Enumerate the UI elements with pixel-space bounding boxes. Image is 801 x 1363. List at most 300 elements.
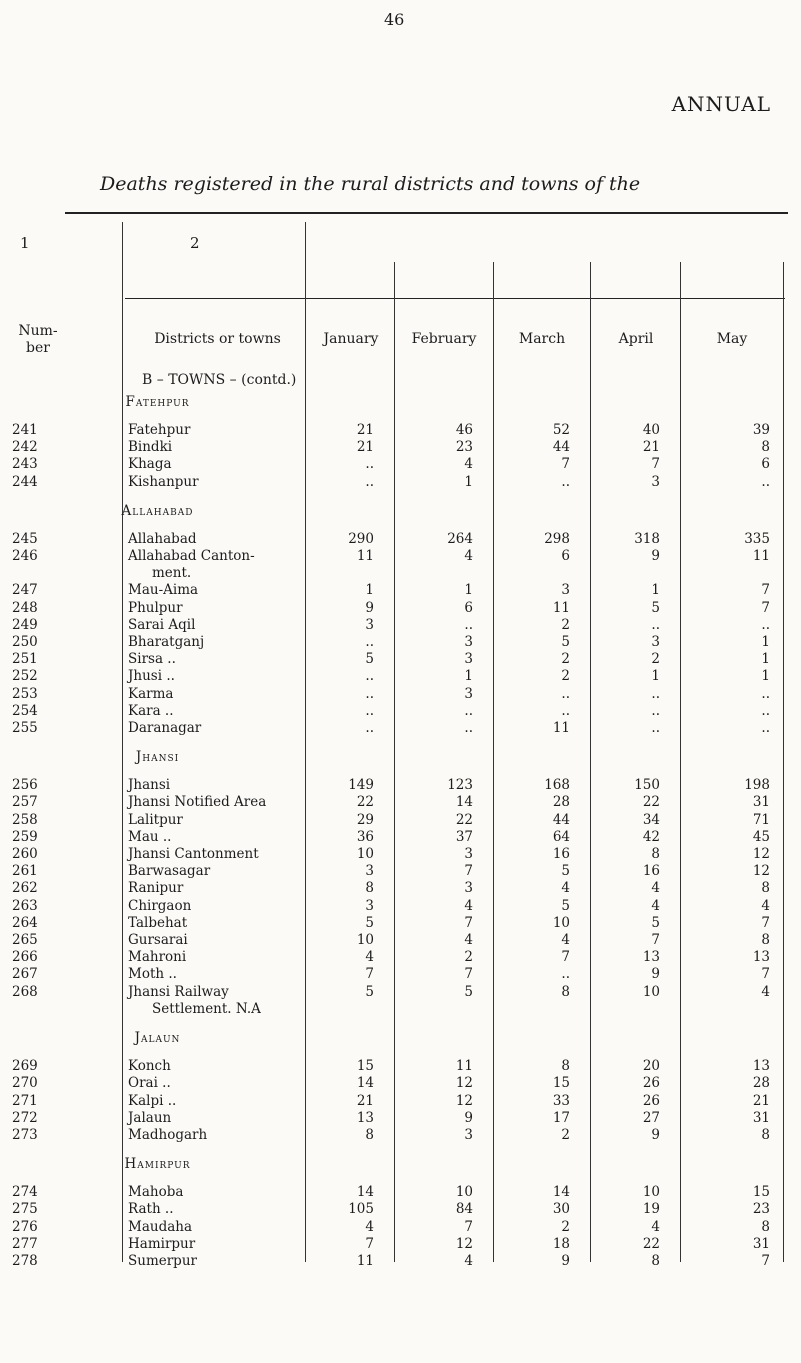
empty-cell [680,1144,790,1184]
month-value: 1 [464,668,473,685]
month-value: 29 [356,811,374,828]
empty-cell [394,382,493,422]
table-row [10,1219,790,1236]
month-value: 4 [561,880,570,897]
month-value: 11 [455,1058,473,1075]
month-value: 71 [752,811,770,828]
month-value: 4 [651,1218,660,1235]
table-row [10,1236,790,1253]
row-number: 262 [12,880,38,897]
month-value: 149 [348,777,374,794]
empty-cell [680,382,790,422]
district-name: Jalaun [128,1109,172,1126]
month-value: 31 [752,1109,770,1126]
month-value: 21 [642,439,660,456]
group-name: Allahabad [121,502,194,519]
row-number: 274 [12,1184,38,1201]
month-value: 15 [752,1184,770,1201]
month-value: .. [365,473,374,490]
district-name: Sirsa .. [128,651,176,668]
row-number: 260 [12,846,38,863]
month-value: 1 [365,582,374,599]
month-value: 3 [365,863,374,880]
table-row [10,829,790,846]
month-value: 3 [464,1126,473,1143]
month-value [590,1001,680,1018]
month-value: .. [365,634,374,651]
district-name: Daranagar [128,720,202,737]
month-value: 3 [464,685,473,702]
month-value: 4 [761,897,770,914]
month-value: 4 [561,932,570,949]
month-value: 5 [365,983,374,1000]
month-value: 16 [642,863,660,880]
month-value: 7 [761,1252,770,1269]
month-value: 84 [455,1201,473,1218]
month-value: 5 [561,863,570,880]
empty-cell [493,491,590,531]
month-value: 7 [561,456,570,473]
month-value: 21 [356,422,374,438]
month-value: 8 [761,439,770,456]
row-number: 249 [12,616,38,633]
month-value: .. [365,456,374,473]
table-row [10,474,790,491]
month-value: 44 [552,811,570,828]
table-row [10,668,790,685]
month-value: 15 [356,1058,374,1075]
month-value: 3 [651,473,660,490]
month-value: 7 [561,949,570,966]
month-value: 10 [356,846,374,863]
month-value: 16 [552,846,570,863]
month-value: 4 [365,949,374,966]
district-name: Lalitpur [128,811,183,828]
month-value: 4 [464,897,473,914]
month-value: 26 [642,1075,660,1092]
empty-cell [305,737,394,777]
table-row [10,898,790,915]
month-value: 1 [651,582,660,599]
table-row [10,1001,790,1018]
district-name: Mau-Aima [128,582,199,599]
district-name: Bindki [128,439,173,456]
month-value: 9 [464,1109,473,1126]
district-name: Orai .. [128,1075,171,1092]
group-row [10,737,790,777]
month-value: 21 [752,1092,770,1109]
month-value: 8 [651,1252,660,1269]
month-value: 23 [752,1201,770,1218]
table-row [10,531,790,548]
table-body [10,382,790,1270]
district-name: Hamirpur [128,1235,196,1252]
table-row [10,1075,790,1092]
page-number: 46 [384,10,405,29]
empty-cell [493,1018,590,1058]
month-value: 3 [651,634,660,651]
month-value: 3 [464,880,473,897]
month-value: 28 [752,1075,770,1092]
month-value: .. [365,702,374,719]
district-name: Allahabad Canton- [128,548,255,565]
month-value: 198 [744,777,770,794]
district-name: Chirgaon [128,897,192,914]
month-value: 6 [464,599,473,616]
month-value: 4 [761,983,770,1000]
month-value: 45 [752,828,770,845]
table-row [10,1058,790,1075]
month-value: 1 [464,473,473,490]
row-number: 259 [12,828,38,845]
table-row [10,1127,790,1144]
month-value: 3 [365,616,374,633]
month-value: 20 [642,1058,660,1075]
table-row [10,439,790,456]
month-value: 335 [744,530,770,547]
district-name: Jhansi Railway [128,983,229,1000]
month-value [394,565,493,582]
heading-deaths: Deaths registered in the rural districts and towns of the [100,173,641,195]
empty-cell [493,382,590,422]
district-name: Bharatganj [128,634,205,651]
row-number: 271 [12,1092,38,1109]
empty-cell [305,491,394,531]
district-name: Kishanpur [128,473,199,490]
header-january: January [323,331,379,347]
district-name: Sarai Aqil [128,616,196,633]
month-value: .. [651,616,660,633]
month-value: 10 [642,983,660,1000]
month-value: 11 [356,548,374,565]
district-name: Ranipur [128,880,184,897]
month-value: 23 [455,439,473,456]
month-value: 2 [561,616,570,633]
top-rule [65,212,788,214]
month-value: .. [761,616,770,633]
district-name: Settlement. N.A [152,1000,261,1017]
month-value: 2 [561,1218,570,1235]
group-name: Jhansi [135,749,180,766]
month-value: 11 [552,720,570,737]
row-number: 248 [12,599,38,616]
row-number: 247 [12,582,38,599]
month-value: 3 [464,651,473,668]
row-number: 252 [12,668,38,685]
month-value [305,1001,394,1018]
header-april: April [618,331,654,347]
table-row [10,932,790,949]
month-value: 7 [464,966,473,983]
month-value: 7 [761,966,770,983]
empty-cell [394,737,493,777]
header-march: March [518,331,566,347]
month-value: 298 [544,530,570,547]
month-value: 14 [455,794,473,811]
month-value: 7 [651,932,660,949]
month-value: .. [761,473,770,490]
row-number: 277 [12,1235,38,1252]
month-value: 7 [651,456,660,473]
month-value: 5 [561,634,570,651]
row-number: 275 [12,1201,38,1218]
district-name: Talbehat [128,914,188,931]
month-value: 36 [356,828,374,845]
district-name: Konch [128,1058,171,1075]
month-value: 6 [761,456,770,473]
month-value: 8 [365,880,374,897]
month-value: 33 [552,1092,570,1109]
month-value: 2 [651,651,660,668]
header-number: Num-ber [18,323,58,356]
month-value: .. [365,668,374,685]
empty-cell [394,1018,493,1058]
row-number: 256 [12,777,38,794]
month-value: 3 [365,897,374,914]
month-value: 12 [752,846,770,863]
month-value: 2 [464,949,473,966]
month-value: 39 [752,422,770,438]
month-value: 9 [365,599,374,616]
month-value: 13 [642,949,660,966]
month-value: 12 [455,1235,473,1252]
district-name: Mahoba [128,1184,184,1201]
column-number-1: 1 [20,234,30,252]
month-value: .. [651,702,660,719]
month-value: 4 [464,932,473,949]
month-value: 26 [642,1092,660,1109]
month-value: 4 [651,897,660,914]
district-name: Kara .. [128,702,174,719]
month-value: 31 [752,794,770,811]
table-row [10,1110,790,1127]
table-row [10,617,790,634]
row-number: 276 [12,1218,38,1235]
month-value: 7 [365,966,374,983]
district-name: Jhansi Cantonment [128,846,259,863]
row-number: 261 [12,863,38,880]
month-value: 13 [752,1058,770,1075]
group-row [10,1144,790,1184]
group-name: Jalaun [134,1030,181,1047]
month-value: 150 [634,777,660,794]
month-value: 8 [761,880,770,897]
district-name: Karma [128,685,174,702]
district-name: Mau .. [128,828,172,845]
table-row [10,548,790,565]
row-number: 257 [12,794,38,811]
table-row [10,565,790,582]
month-value: 5 [651,599,660,616]
row-number: 268 [12,983,38,1000]
table-row [10,949,790,966]
month-value: 9 [651,1126,660,1143]
row-number: 245 [12,530,38,547]
month-value: .. [761,720,770,737]
month-value: 22 [356,794,374,811]
month-value: 290 [348,530,374,547]
month-value: 13 [752,949,770,966]
month-value: 64 [552,828,570,845]
district-name: ment. [152,565,192,582]
month-value: 10 [642,1184,660,1201]
month-value: 9 [561,1252,570,1269]
month-value: 10 [356,932,374,949]
month-value: 22 [642,1235,660,1252]
month-value: 11 [552,599,570,616]
row-number: 254 [12,702,38,719]
month-value: 22 [642,794,660,811]
month-value: 14 [356,1075,374,1092]
month-value: 4 [651,880,660,897]
district-name: Phulpur [128,599,183,616]
month-value: 10 [455,1184,473,1201]
row-number: 269 [12,1058,38,1075]
month-value: .. [561,966,570,983]
table-row [10,1201,790,1218]
month-value: 14 [356,1184,374,1201]
district-name: Jhansi Notified Area [128,794,267,811]
table-row [10,777,790,794]
table-row [10,600,790,617]
month-value: 10 [552,914,570,931]
table-row [10,686,790,703]
month-value: .. [561,473,570,490]
month-value: 123 [447,777,473,794]
month-value: 7 [464,863,473,880]
month-value: .. [464,720,473,737]
district-name: Gursarai [128,932,188,949]
month-value: 7 [761,582,770,599]
month-value [493,565,590,582]
section-label: B – TOWNS – (contd.) [142,372,297,388]
district-name: Jhusi .. [128,668,175,685]
row-number: 246 [12,548,38,565]
row-number: 267 [12,966,38,983]
district-name: Khaga [128,456,172,473]
month-value: 4 [464,548,473,565]
month-value [590,565,680,582]
month-value: 1 [651,668,660,685]
month-value: 8 [651,846,660,863]
header-may: May [716,331,748,347]
month-value: 21 [356,1092,374,1109]
month-value [680,565,790,582]
month-value: .. [464,702,473,719]
table-row [10,863,790,880]
district-name: Moth .. [128,966,177,983]
empty-cell [493,1144,590,1184]
month-value: 21 [356,439,374,456]
month-value: 52 [552,422,570,438]
month-value: 2 [561,651,570,668]
district-name: Kalpi .. [128,1092,177,1109]
month-value: 37 [455,828,473,845]
month-value: 8 [365,1126,374,1143]
district-name: Barwasagar [128,863,211,880]
month-value: 44 [552,439,570,456]
table-row [10,794,790,811]
district-name: Maudaha [128,1218,192,1235]
month-value: 18 [552,1235,570,1252]
month-value: 17 [552,1109,570,1126]
month-value: 168 [544,777,570,794]
empty-cell [305,1018,394,1058]
month-value: .. [761,702,770,719]
month-value: 8 [561,1058,570,1075]
month-value: 46 [455,422,473,438]
empty-cell [394,1144,493,1184]
month-value: 8 [761,932,770,949]
month-value: 40 [642,422,660,438]
month-value: 9 [651,548,660,565]
district-name: Rath .. [128,1201,174,1218]
row-number: 263 [12,897,38,914]
month-value: 2 [561,668,570,685]
month-value: 318 [634,530,660,547]
month-value: 31 [752,1235,770,1252]
column-number-2: 2 [190,234,200,252]
month-value: 30 [552,1201,570,1218]
heading-annual: ANNUAL [671,92,771,116]
row-number: 266 [12,949,38,966]
month-value: 3 [464,634,473,651]
month-value: 14 [552,1184,570,1201]
row-number: 258 [12,811,38,828]
row-number: 242 [12,439,38,456]
month-value: 11 [356,1252,374,1269]
header-february: February [411,331,477,347]
row-number: 270 [12,1075,38,1092]
month-value: 264 [447,530,473,547]
month-value: 1 [464,582,473,599]
district-name: Fatehpur [128,422,191,438]
empty-cell [590,1144,680,1184]
row-number [10,565,122,582]
row-number: 244 [12,473,38,490]
month-value: 4 [464,456,473,473]
row-number: 278 [12,1252,38,1269]
month-value: .. [651,685,660,702]
row-number: 253 [12,685,38,702]
table-row [10,966,790,983]
month-value [680,1001,790,1018]
row-number [10,1001,122,1018]
month-value: 5 [651,914,660,931]
row-number: 272 [12,1109,38,1126]
month-value: 9 [651,966,660,983]
district-name: Allahabad [128,530,197,547]
empty-cell [680,491,790,531]
month-value: 8 [761,1218,770,1235]
month-value [305,565,394,582]
table-row [10,915,790,932]
empty-cell [590,737,680,777]
month-value: 11 [752,548,770,565]
row-number: 273 [12,1126,38,1143]
month-value: 7 [464,914,473,931]
month-value: 12 [455,1075,473,1092]
empty-cell [680,1018,790,1058]
table-row [10,1093,790,1110]
month-value: 2 [561,1126,570,1143]
table-row [10,1184,790,1201]
table-row [10,812,790,829]
month-value: 12 [455,1092,473,1109]
month-value: .. [464,616,473,633]
month-value: 4 [365,1218,374,1235]
table-row [10,880,790,897]
